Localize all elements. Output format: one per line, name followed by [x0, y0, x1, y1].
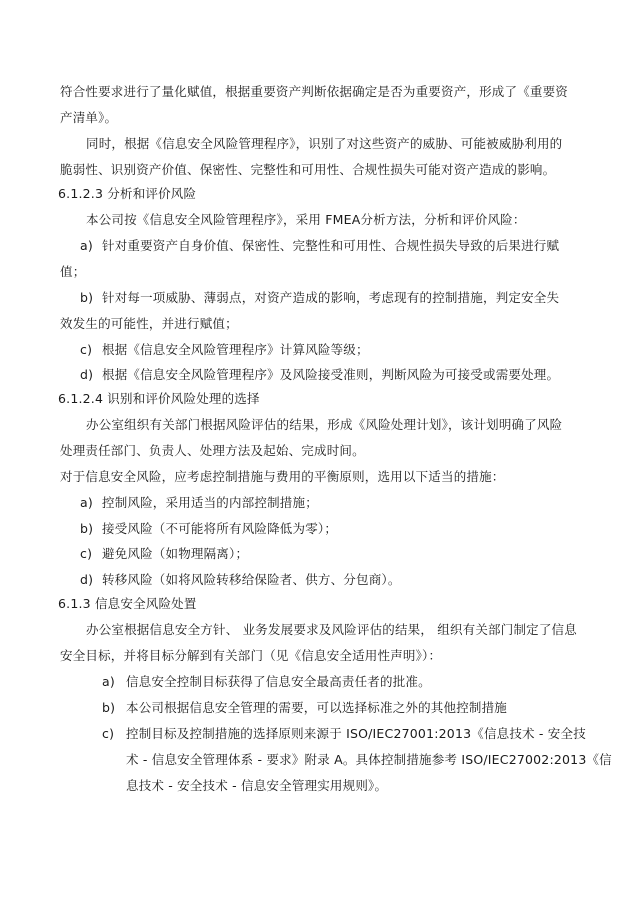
- list-continuation: 息技术 - 安全技术 - 信息安全管理实用规则》。: [126, 778, 388, 793]
- list-continuation: 值；: [60, 264, 86, 279]
- list-label: b): [102, 700, 116, 715]
- list-item: [80, 521, 337, 537]
- list-text: 控制风险，采用适当的内部控制措施；: [102, 495, 318, 510]
- list-label: a): [80, 238, 93, 253]
- list-item: [80, 290, 559, 306]
- list-item: [102, 674, 431, 690]
- paragraph-line: 处理责任部门、负责人、处理方法及起始、完成时间。: [60, 443, 365, 458]
- list-continuation: 术 - 信息安全管理体系 - 要求》附录 A。具体控制措施参考 ISO/IEC27002:2013《信: [126, 752, 612, 767]
- list-label: d): [80, 367, 94, 382]
- list-text: 针对每一项威胁、薄弱点，对资产造成的影响，考虑现有的控制措施，判定安全失: [102, 290, 560, 305]
- list-item: [80, 495, 318, 511]
- paragraph-line: 产清单》。: [60, 110, 118, 125]
- list-text: 避免风险（如物理隔离）；: [102, 546, 249, 561]
- list-text: 控制目标及控制措施的选择原则来源于 ISO/IEC27001:2013《信息技术 - 安全技: [126, 726, 586, 741]
- list-label: b): [80, 290, 94, 305]
- list-text: 转移风险（如将风险转移给保险者、供方、分包商）。: [102, 572, 401, 587]
- list-text: 接受风险（不可能将所有风险降低为零）；: [102, 521, 338, 536]
- section-heading: 6.1.3 信息安全风险处置: [58, 596, 197, 611]
- list-label: c): [80, 342, 93, 357]
- paragraph-line: 符合性要求进行了量化赋值，根据重要资产判断依据确定是否为重要资产，形成了《重要资: [60, 84, 569, 99]
- list-item: [102, 700, 507, 716]
- paragraph-line: 安全目标，并将目标分解到有关部门（见《信息安全适用性声明》）：: [60, 648, 442, 663]
- list-continuation: 效发生的可能性，并进行赋值；: [60, 316, 238, 331]
- section-heading: 6.1.2.4 识别和评价风险处理的选择: [58, 391, 260, 406]
- list-item: [80, 238, 559, 254]
- paragraph-line: 对于信息安全风险，应考虑控制措施与费用的平衡原则，选用以下适当的措施：: [60, 469, 505, 484]
- list-text: 本公司根据信息安全管理的需要，可以选择标准之外的其他控制措施: [126, 700, 508, 715]
- list-label: a): [102, 674, 115, 689]
- list-item: [80, 367, 559, 383]
- list-item: [80, 546, 248, 562]
- list-item: [102, 726, 586, 742]
- list-label: d): [80, 572, 94, 587]
- list-item: [80, 342, 369, 358]
- list-label: c): [102, 726, 115, 741]
- section-heading: 6.1.2.3 分析和评价风险: [58, 186, 197, 201]
- list-item: [80, 572, 401, 588]
- list-label: b): [80, 521, 94, 536]
- paragraph-line: 办公室根据信息安全方针、 业务发展要求及风险评估的结果， 组织有关部门制定了信息: [86, 622, 577, 637]
- paragraph-line: 同时，根据《信息安全风险管理程序》，识别了对这些资产的威胁、可能被威胁利用的: [86, 136, 563, 151]
- paragraph-line: 脆弱性、识别资产价值、保密性、完整性和可用性、合规性损失可能对资产造成的影响。: [60, 162, 556, 177]
- list-text: 根据《信息安全风险管理程序》计算风险等级；: [102, 342, 369, 357]
- list-text: 针对重要资产自身价值、保密性、完整性和可用性、合规性损失导致的后果进行赋: [102, 238, 560, 253]
- paragraph-line: 办公室组织有关部门根据风险评估的结果，形成《风险处理计划》，该计划明确了风险: [86, 417, 563, 432]
- list-text: 根据《信息安全风险管理程序》及风险接受准则，判断风险为可接受或需要处理。: [102, 367, 560, 382]
- list-label: a): [80, 495, 93, 510]
- paragraph-line: 本公司按《信息安全风险管理程序》，采用 FMEA分析方法，分析和评价风险：: [86, 212, 526, 227]
- list-label: c): [80, 546, 93, 561]
- list-text: 信息安全控制目标获得了信息安全最高责任者的批准。: [126, 674, 431, 689]
